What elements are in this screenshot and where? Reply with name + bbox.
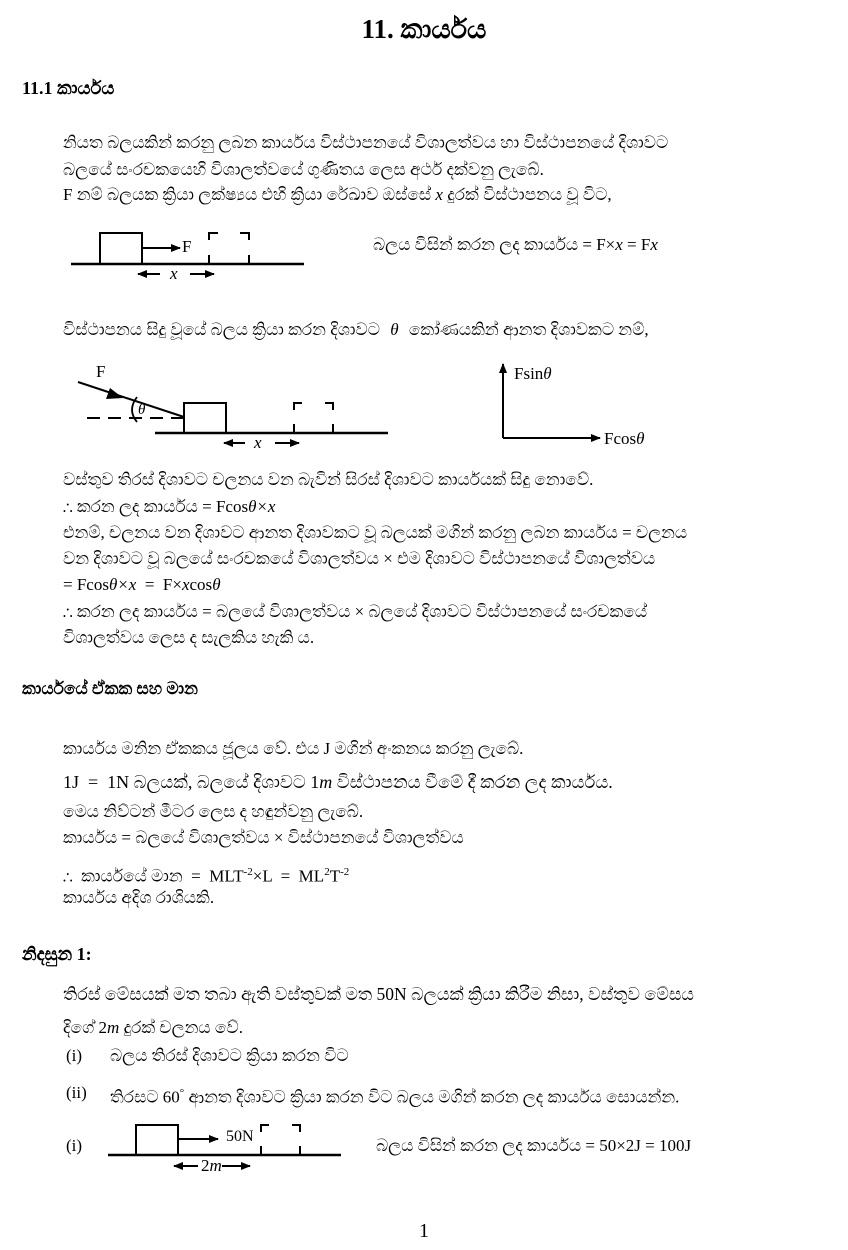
no-vertical-work-line: වස්තුව තිරස් දිශාවට චලනය වන බැවින් සිරස් දිශාවට කාර්යයක් සිදු නොවේ.: [63, 470, 594, 489]
exponent: -2: [340, 866, 350, 878]
eq-part: x: [181, 575, 190, 594]
newton-metre-line: මෙය නිව්ටන් මීටර ලෙස ද හඳුන්වනු ලැබේ.: [63, 802, 364, 821]
diagram2-force-label: F: [96, 362, 106, 381]
part-i-label: (i): [66, 1046, 83, 1065]
general-statement-line-2: වන දිශාවට වූ බලයේ සංරචකයේ විශාලත්වය × එම දිශාවට විස්ථාපනයේ විශාලත්වය: [63, 549, 656, 568]
definition-line-1: නියත බලයකින් කරනු ලබන කාර්යය විස්ථාපනයේ විශාලත්වය හා විස්ථාපනයේ දිශාවට: [63, 133, 669, 152]
inclined-statement-text: විස්ථාපනය සිදු වූයේ බලය ක්‍රියා කරන දිශාවට: [63, 320, 380, 339]
diagram1-force-label: F: [182, 237, 192, 256]
example-problem-line-1: තිරස් මේසයක් මත තබා ඇති වස්තුවක් මත 50N බලයක් ක්‍රියා කිරීම නිසා, වස්තුව මේසය: [63, 984, 694, 1004]
displaced-block-outline: [261, 1125, 300, 1155]
scalar-quantity-line: කාර්යය අදිශ රාශියකි.: [63, 888, 215, 907]
part-ii-angle: තිරසට 60: [110, 1087, 180, 1107]
var-m: m: [107, 1018, 120, 1037]
dimension-text: T: [329, 866, 341, 886]
var-x: x: [267, 497, 276, 516]
section-heading-work: 11.1 කාර්යය: [22, 78, 115, 98]
page-number: 1: [419, 1220, 429, 1242]
eq-part: cos: [189, 575, 213, 594]
example-heading: නිදසුන 1:: [22, 944, 92, 964]
work-magnitude-line: කාර්යය = බලයේ විශාලත්වය × විස්ථාපනයේ විශාලත්වය: [63, 828, 464, 847]
solution-i-label: (i): [66, 1136, 83, 1155]
displacement-statement-text: F නම් බලයක ක්‍රියා ලක්ෂ්‍යය එහි ක්‍රියා රේඛාව ඔස්සේ: [63, 185, 432, 204]
diagram2-angle-label: θ: [138, 402, 146, 418]
chapter-title: 11. කාර්යය: [361, 14, 487, 44]
joule-definition-text: 1J = 1N බලයක්, බලයේ දිශාවට 1: [63, 772, 320, 792]
fcos-text: Fcos: [604, 429, 637, 448]
general-statement-line-1: එනම්, චලනය වන දිශාවට ආනත දිශාවකට වූ බලයක් මගින් කරනු ලබන කාර්යය = චලනය: [63, 523, 688, 542]
work-equation-1-eq: = F: [622, 235, 651, 254]
dimension-text: ×L = ML: [252, 866, 325, 886]
var-x: x: [650, 235, 658, 254]
var-theta: θ: [543, 364, 552, 383]
eq-part: x: [128, 575, 137, 594]
part-ii-instruction: ආනත දිශාවට ක්‍රියා කරන විට බලය මගින් කරන ලද කාර්යය සොයන්න.: [184, 1087, 680, 1107]
definition-line-2: බලයේ සංරචකයෙහි විශාලත්වයේ ගුණිතය ලෙස අර්ථ දක්වනු ලැබේ.: [63, 160, 544, 179]
inclined-statement-tail: කෝණයකින් ආනත දිශාවකට නම්,: [408, 320, 649, 339]
diagram3-force-label: 50N: [226, 1128, 254, 1145]
joule-definition-tail: විස්ථාපනය වීමේ දී කරන ලද කාර්යය.: [332, 772, 613, 792]
exponent: -2: [243, 866, 253, 878]
eq-part: = F×: [136, 575, 182, 594]
solution-equation: බලය විසින් කරන ලද කාර්යය = 50×2J = 100J: [376, 1136, 692, 1155]
unit-joule-line: කාර්යය මනින ඒකකය ජූලය වේ. එය J මගින් අංකනය කරනු ලැබේ.: [63, 739, 524, 758]
part-i-text: බලය තිරස් දිශාවට ක්‍රියා කරන විට: [110, 1046, 349, 1065]
diagram3-displacement-label: [201, 1156, 222, 1176]
diagram2-displacement-label: x: [254, 433, 262, 452]
alternate-definition-line-1: ∴ කරන ලද කාර්යය = බලයේ විශාලත්වය × බලයේ දිශාවට විස්ථාපනයේ සංරචකයේ: [63, 602, 648, 621]
var-m: m: [209, 1156, 222, 1175]
var-x: x: [615, 235, 623, 254]
degree-symbol: °: [179, 1087, 185, 1099]
problem-text: දුරක් චලනය වේ.: [119, 1018, 243, 1037]
var-m: m: [319, 772, 333, 792]
diagram1-displacement-label: x: [170, 264, 178, 283]
work-equation-1-text: බලය විසින් කරන ලද කාර්යය = F×: [373, 235, 616, 254]
exponent: 2: [324, 866, 330, 878]
alternate-definition-line-2: විශාලත්වය ලෙස ද සැලකිය හැකි ය.: [63, 628, 315, 647]
var-theta: θ: [636, 429, 645, 448]
theta-times: θ×: [248, 497, 268, 516]
fsin-text: Fsin: [514, 364, 544, 383]
work-fcos-text: ∴ කරන ලද කාර්යය = Fcos: [63, 497, 249, 516]
displacement-statement-tail: දුරක් විස්ථාපනය වූ විට,: [447, 185, 612, 204]
eq-part: θ×: [108, 575, 129, 594]
eq-part: = Fcos: [63, 575, 109, 594]
var-theta: θ: [390, 320, 399, 339]
var-x: x: [435, 185, 443, 204]
part-ii-label: (ii): [66, 1083, 87, 1102]
block: [136, 1125, 178, 1155]
displacement-number: 2: [201, 1156, 210, 1175]
section-heading-units: කාර්යයේ ඒකක සහ මාන: [22, 679, 198, 698]
problem-text: දිගේ 2: [63, 1018, 108, 1037]
eq-part: θ: [212, 575, 221, 594]
dimension-text: ∴ කාර්යයේ මාන = MLT: [63, 866, 244, 886]
